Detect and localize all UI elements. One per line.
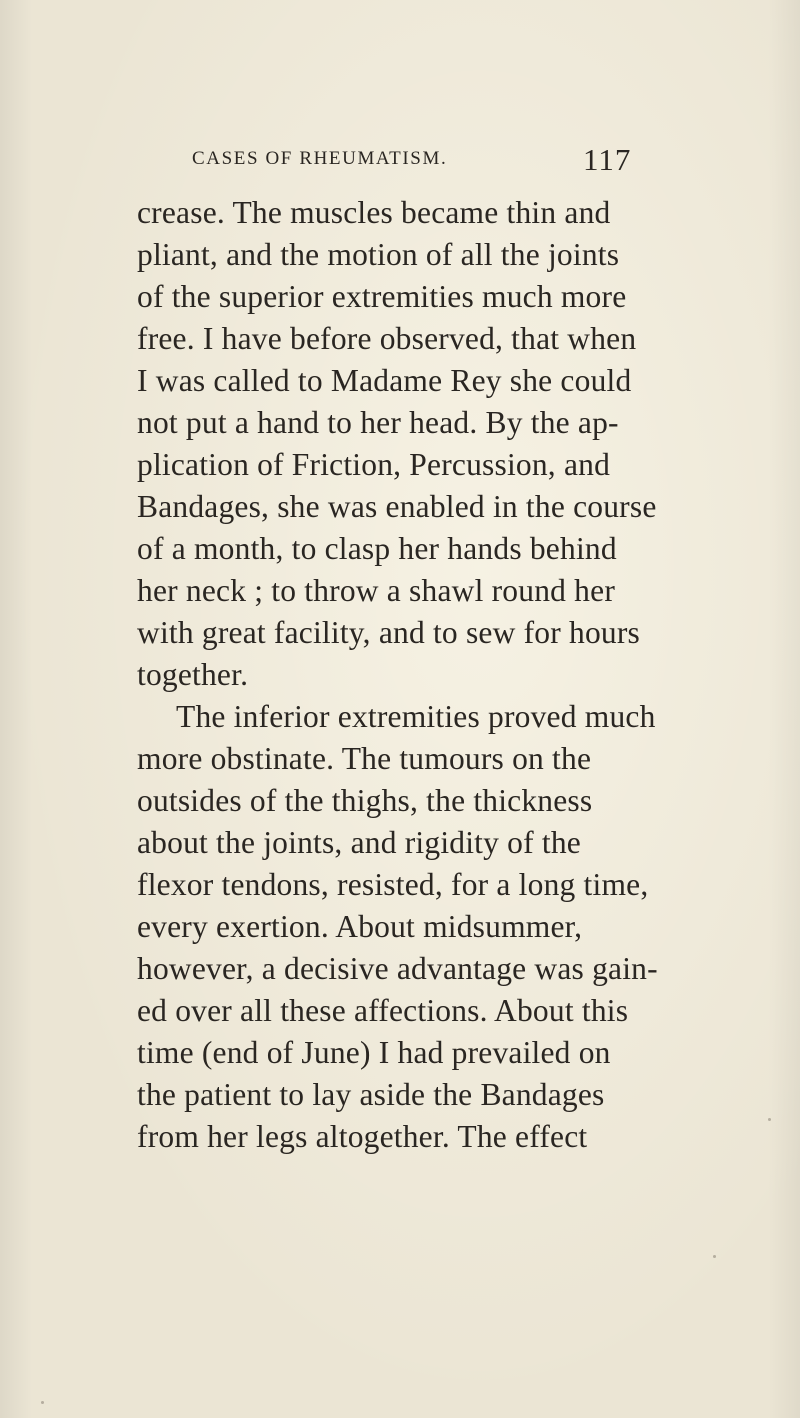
body-text [0, 192, 800, 1192]
text-line: every exertion. About midsummer, [137, 909, 583, 944]
text-line: not put a hand to her head. By the ap- [137, 405, 619, 440]
text-line: however, a decisive advantage was gain- [137, 951, 658, 986]
text-line: flexor tendons, resisted, for a long time, [137, 867, 649, 902]
page-header [0, 142, 800, 188]
paper-speck [713, 1255, 716, 1258]
text-line: the patient to lay aside the Bandages [137, 1077, 605, 1112]
paper-speck [41, 1401, 44, 1404]
text-line: Bandages, she was enabled in the course [137, 489, 657, 524]
text-line: together. [137, 657, 249, 692]
text-line: ed over all these affections. About this [137, 993, 629, 1028]
text-line: crease. The muscles became thin and [137, 195, 611, 230]
text-line: with great facility, and to sew for hours [137, 615, 641, 650]
text-line: I was called to Madame Rey she could [137, 363, 632, 398]
text-line: from her legs altogether. The effect [137, 1119, 588, 1154]
text-line: her neck ; to throw a shawl round her [137, 573, 616, 608]
text-line: of a month, to clasp her hands behind [137, 531, 617, 566]
text-line: time (end of June) I had prevailed on [137, 1035, 611, 1070]
text-line: plication of Friction, Percussion, and [137, 447, 611, 482]
text-line: free. I have before observed, that when [137, 321, 637, 356]
paper-speck [768, 1118, 771, 1121]
page-number: 117 [583, 142, 632, 177]
text-line: pliant, and the motion of all the joints [137, 237, 620, 272]
text-line-paragraph-start: The inferior extremities proved much [176, 699, 656, 734]
text-line: about the joints, and rigidity of the [137, 825, 581, 860]
text-line: more obstinate. The tumours on the [137, 741, 592, 776]
text-line: of the superior extremities much more [137, 279, 627, 314]
text-line: outsides of the thighs, the thickness [137, 783, 593, 818]
running-head: CASES OF RHEUMATISM. [192, 148, 448, 169]
